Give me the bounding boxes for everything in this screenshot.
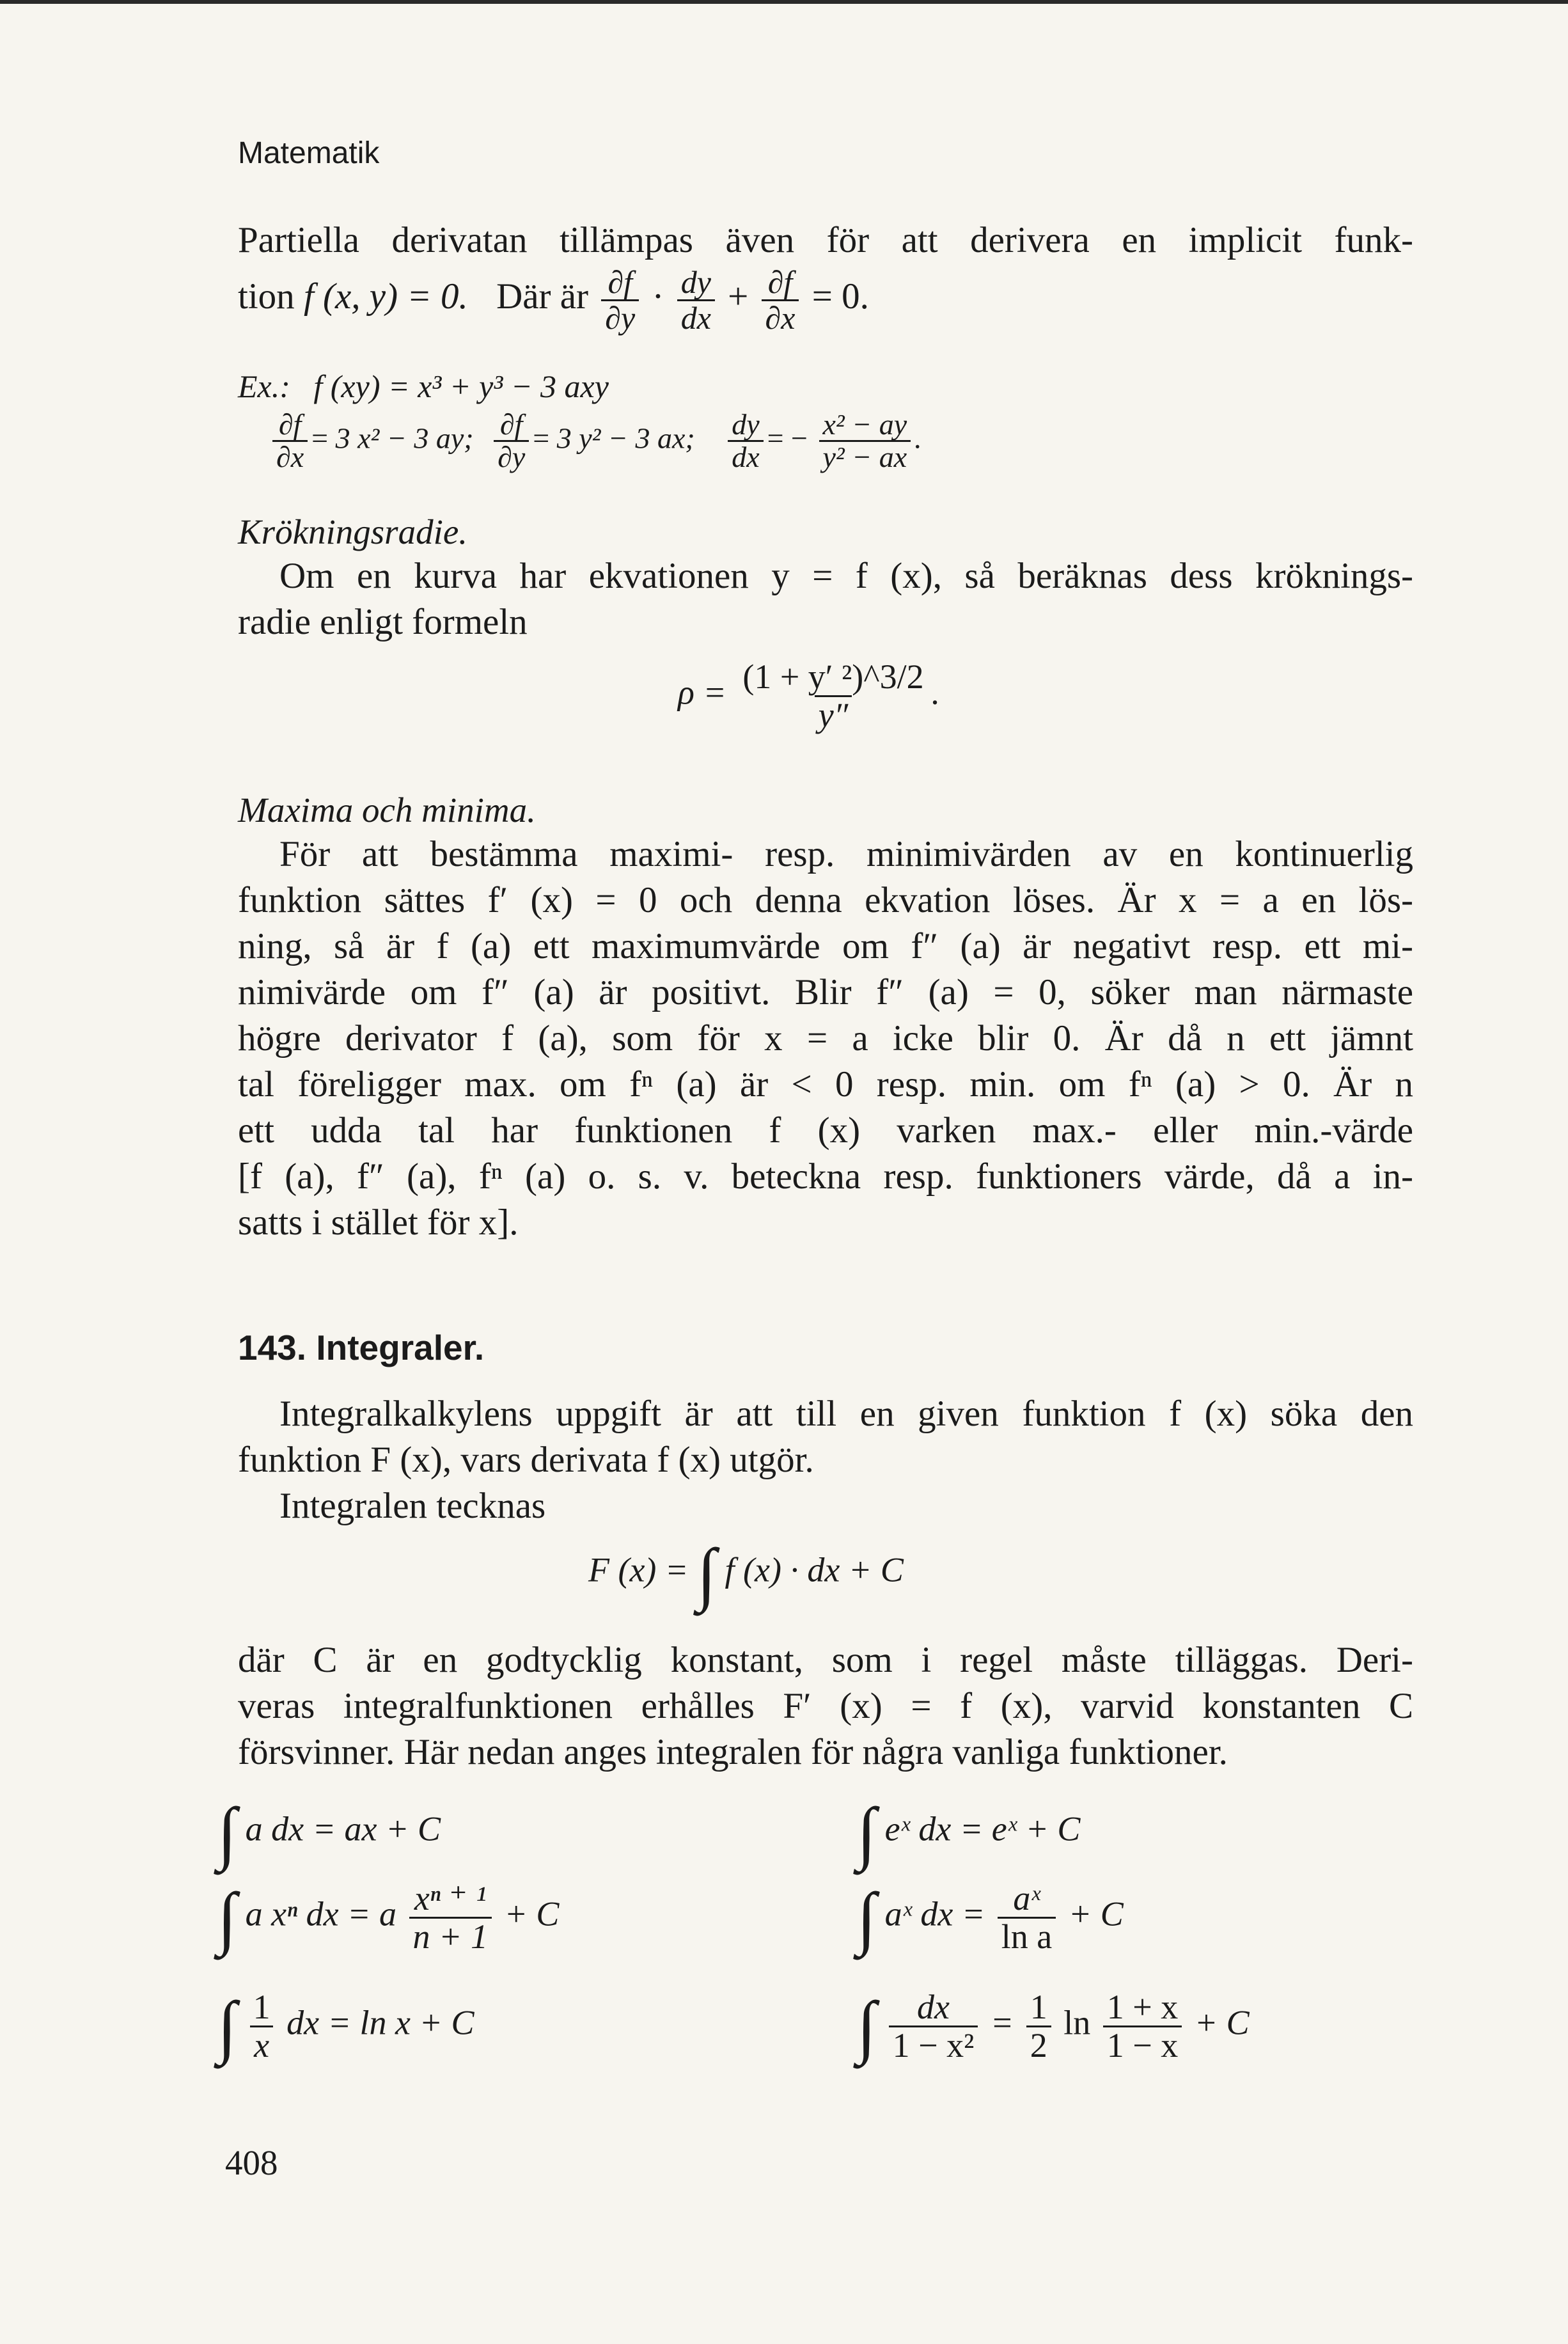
dy-over-dx: $\frac{dy}{dx}$ <box>677 265 715 334</box>
example-derivatives: $\frac{\partial f}{\partial x}$ = 3 x² − 3 ay; $\frac{\partial f}{\partial y}$ = 3 y² − 3 ax; $\frac{dy}{dx}$ = − $\frac{\text{x² − ay}}{\text{y² − ax}}$ . <box>269 409 922 473</box>
formula-artanh: ∫ $\frac{dx}{\text{1 − x²}}$ = $\frac{1}{2}$ ln $\frac{1 + x}{1 - x}$ + C <box>857 1987 1250 2066</box>
text-line: funktion sättes f′ (x) = 0 och denna ekvation löses. Är x = a en lös- <box>238 880 1413 920</box>
integral-sign-icon: ∫ <box>857 1878 877 1957</box>
formula-exponential: ∫ eˣ dx = eˣ + C <box>857 1793 1081 1871</box>
integral-sign-icon: ∫ <box>217 1987 237 2066</box>
partial-f-over-partial-y: $\frac{\partial f}{\partial y}$ <box>601 265 639 334</box>
text-tion: tion <box>238 276 295 317</box>
partial-f-over-partial-x: $\frac{\partial f}{\partial x}$ <box>762 265 799 334</box>
text-dar-ar: Där är <box>496 276 589 317</box>
paragraph-partial-derivative: Partiella derivatan tillämpas även för att derivera en implicit funk- <box>238 220 1413 260</box>
text-line: försvinner. Här nedan anges integralen för några vanliga funktioner. <box>238 1732 1228 1772</box>
text-line: För att bestämma maximi- resp. minimivärden av en kontinuerlig <box>279 834 1413 874</box>
integral-sign-icon: ∫ <box>217 1793 237 1871</box>
curvature-denominator: y″ <box>815 695 852 734</box>
text-line: veras integralfunktionen erhålles F′ (x) = f (x), varvid konstanten C <box>238 1686 1413 1726</box>
text-line: högre derivator f (a), som för x = a icke blir 0. Är då n ett jämnt <box>238 1018 1413 1058</box>
subheading-maxima-minima: Maxima och minima. <box>238 791 536 830</box>
example-derivative-x: 3 x² − 3 ay; <box>335 421 474 455</box>
page-number: 408 <box>225 2143 278 2182</box>
paragraph-curvature-cont: radie enligt formeln <box>238 602 528 642</box>
running-header: Matematik <box>238 136 380 170</box>
text-line: [f (a), f″ (a), fⁿ (a) o. s. v. beteckna resp. funktioners värde, då a in- <box>238 1156 1413 1197</box>
integral-sign-icon: ∫ <box>857 1793 877 1871</box>
paragraph-integral-intro-cont: funktion F (x), vars derivata f (x) utgör. <box>238 1440 814 1480</box>
paragraph-curvature: Om en kurva har ekvationen y = f (x), så beräknas dess kröknings- <box>279 556 1413 596</box>
paragraph-integral-notation: Integralen tecknas <box>279 1486 546 1526</box>
implicit-function: f (x, y) = 0. <box>303 276 468 317</box>
implicit-function-line: tion f (x, y) = 0. Där är $\frac{\partial f}{\partial y}$ · $\frac{dy}{dx}$ + $\frac{\partial f}{\partial x}$ = 0. <box>238 264 869 336</box>
integral-definition-right: f (x) · dx + C <box>725 1550 904 1589</box>
example-label: Ex.: <box>238 368 290 404</box>
text-line: tal föreligger max. om fⁿ (a) är < 0 resp. min. om fⁿ (a) > 0. Är n <box>238 1064 1413 1105</box>
example-function: f (xy) = x³ + y³ − 3 axy <box>313 368 609 404</box>
formula-reciprocal: ∫ $\frac{1}{x}$ dx = ln x + C <box>217 1987 474 2066</box>
integral-sign-icon: ∫ <box>217 1878 237 1957</box>
example-line <box>238 368 609 405</box>
text-line: ett udda tal har funktionen f (x) varken max.- eller min.-värde <box>238 1110 1413 1151</box>
text-line: satts i stället för x]. <box>238 1202 519 1243</box>
integral-sign-icon: ∫ <box>857 1987 877 2066</box>
section-heading-integraler: 143. Integraler. <box>238 1328 485 1367</box>
curvature-numerator: (1 + y′ ²)^3/2 <box>742 657 924 696</box>
example-dydx-numerator: x² − ay <box>822 408 907 441</box>
example-derivative-y: 3 y² − 3 ax; <box>556 421 695 455</box>
formula-general-exponential: ∫ aˣ dx = $\frac{\text{aˣ}}{\text{ln a}}$ + C <box>857 1878 1124 1957</box>
integral-definition <box>588 1534 904 1612</box>
subheading-krokningsradie: Krökningsradie. <box>238 512 468 551</box>
integral-definition-left: F (x) = <box>588 1550 689 1589</box>
formula-constant: ∫ a dx = ax + C <box>217 1793 441 1871</box>
curvature-formula: ρ = $\frac{\text{(1 + y′ ²)\textasciicircum{}3/2}}{y''}$ . <box>678 657 941 734</box>
text-line: nimivärde om f″ (a) är positivt. Blir f″ (a) = 0, söker man närmaste <box>238 972 1413 1012</box>
example-dydx-denominator: y² − ax <box>819 440 911 473</box>
text-line: ning, så är f (a) ett maximumvärde om f″ (a) är negativt resp. ett mi- <box>238 926 1413 966</box>
integral-sign-icon: ∫ <box>696 1534 716 1612</box>
formula-power: ∫ a xⁿ dx = a $\frac{\text{xⁿ ⁺ ¹}}{n + 1}$ + C <box>217 1878 560 1957</box>
paragraph-integral-intro: Integralkalkylens uppgift är att till en given funktion f (x) söka den <box>279 1394 1413 1434</box>
text-line: där C är en godtycklig konstant, som i regel måste tilläggas. Deri- <box>238 1640 1413 1680</box>
